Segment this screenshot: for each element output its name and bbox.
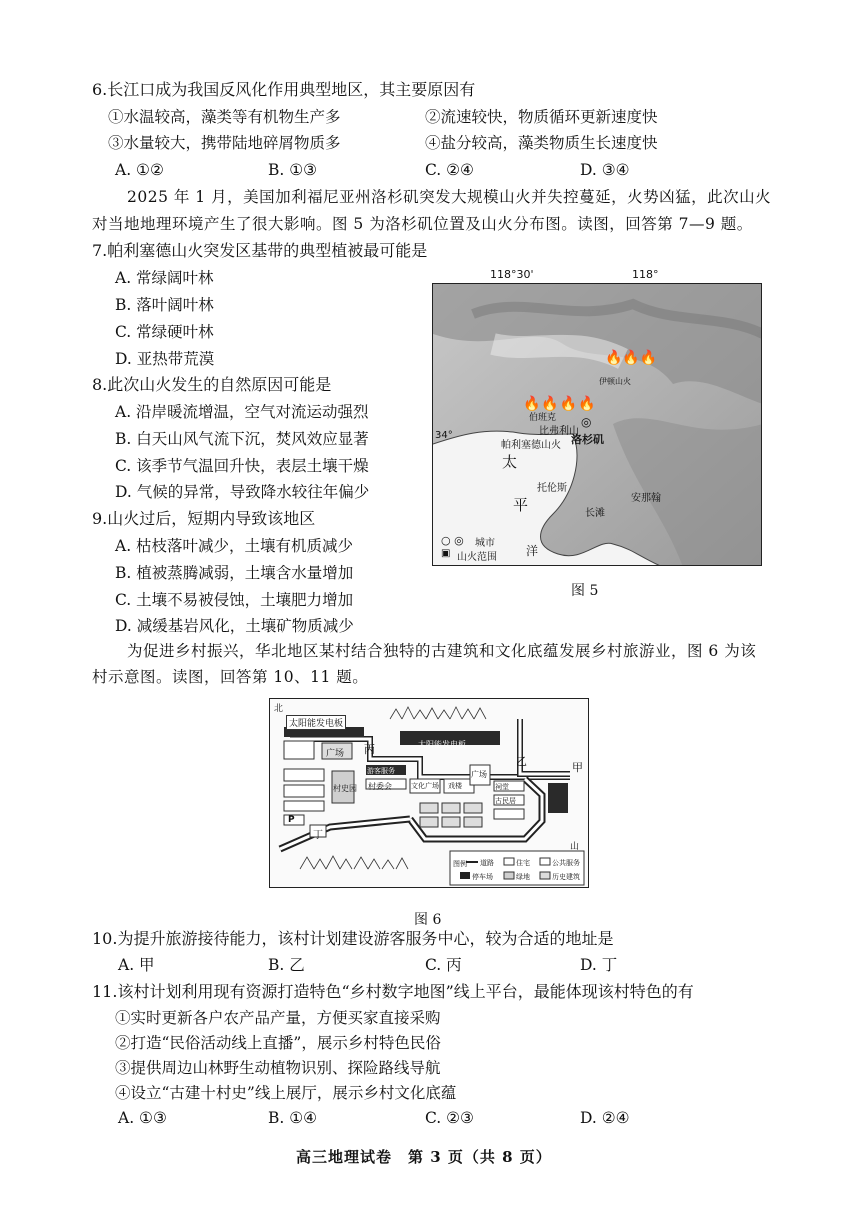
q9-option-d[interactable]: D. 减缓基岩风化，土壤矿物质减少 (115, 617, 354, 635)
legend-house: 住宅 (516, 859, 530, 867)
ocean-label-3: 洋 (526, 544, 539, 558)
legend-city-symbol: ○ ◎ (441, 534, 464, 547)
figure6-caption: 图 6 (414, 912, 442, 928)
legend-history: 历史建筑 (552, 873, 580, 881)
longitude-label-2: 118° (632, 268, 659, 281)
q11-option-a[interactable]: A. ①③ (118, 1109, 167, 1127)
village-committee: 村委会 (368, 782, 392, 791)
mountain-label: 山 (570, 842, 580, 852)
q9-option-b[interactable]: B. 植被蒸腾减弱，土壤含水量增加 (115, 564, 354, 582)
q6-statement-1: ①水温较高，藻类等有机物生产多 (108, 108, 341, 126)
site-yi: 乙 (516, 755, 527, 768)
q11-statement-1: ①实时更新各户农产品产量，方便买家直接采购 (115, 1009, 441, 1027)
q8-option-c[interactable]: C. 该季节气温回升快，表层土壤干燥 (115, 457, 369, 475)
q9-option-a[interactable]: A. 枯枝落叶减少，土壤有机质减少 (115, 537, 354, 555)
latitude-label: 34° (435, 430, 453, 441)
village-museum: 村史园 (333, 784, 357, 793)
q7-stem: 7.帕利塞德山火突发区基带的典型植被最可能是 (92, 241, 428, 260)
site-jia: 甲 (572, 761, 583, 774)
q7-option-a[interactable]: A. 常绿阔叶林 (115, 269, 214, 287)
q7-option-b[interactable]: B. 落叶阔叶林 (115, 296, 214, 314)
legend-title: 图例 (453, 860, 467, 868)
city-small: 伯班克 (529, 413, 557, 423)
solar-panel-label-1: 太阳能发电板 (286, 715, 346, 730)
page-footer: 高三地理试卷 第 3 页（共 8 页） (296, 1148, 552, 1166)
legend-city: 城市 (475, 538, 495, 549)
building-4: 古民居 (495, 797, 516, 805)
q7-option-d[interactable]: D. 亚热带荒漠 (115, 350, 215, 368)
legend-parking: 停车场 (472, 873, 493, 881)
figure5-caption: 图 5 (571, 583, 599, 599)
fire-label-eaton: 伊顿山火 (599, 377, 631, 386)
q8-stem: 8.此次山火发生的自然原因可能是 (92, 375, 332, 394)
q11-option-d[interactable]: D. ②④ (580, 1109, 630, 1127)
intro1-line1: 2025 年 1 月，美国加利福尼亚州洛杉矶突发大规模山火并失控蔓延，火势凶猛，此次山火 (127, 188, 772, 206)
city-anaheim: 安那翰 (631, 493, 661, 504)
q6-stem: 6.长江口成为我国反风化作用典型地区，其主要原因有 (92, 80, 476, 99)
legend-public: 公共服务 (552, 859, 580, 867)
legend-fire: 山火范围 (457, 552, 497, 563)
q10-stem: 10.为提升旅游接待能力，该村计划建设游客服务中心，较为合适的地址是 (92, 929, 614, 948)
site-bing: 丙 (364, 743, 375, 756)
ocean-label-1: 太 (502, 453, 518, 471)
fire-icons-palisades: 🔥🔥🔥🔥 (523, 396, 597, 412)
q8-option-d[interactable]: D. 气候的异常，导致降水较往年偏少 (115, 483, 370, 501)
q11-stem: 11.该村计划利用现有资源打造特色“乡村数字地图”线上平台，最能体现该村特色的有 (92, 982, 694, 1001)
q9-stem: 9.山火过后，短期内导致该地区 (92, 509, 316, 528)
q6-statement-4: ④盐分较高，藻类物质生长速度快 (425, 134, 658, 152)
building-1: 文化广场 (411, 782, 439, 790)
figure5-map (432, 283, 762, 566)
intro1-line2: 对当地地理环境产生了很大影响。图 5 为洛杉矶位置及山火分布图。读图，回答第 7—9 题。 (92, 215, 753, 233)
q6-statement-3: ③水量较大，携带陆地碎屑物质多 (108, 134, 341, 152)
plaza-label-2: 广场 (471, 770, 487, 779)
building-2: 戏楼 (448, 782, 462, 790)
q6-option-c[interactable]: C. ②④ (425, 161, 474, 179)
city-beverly-hills: 比弗利山 (539, 426, 579, 437)
visitor-service: 游客服务 (367, 767, 395, 775)
q10-option-a[interactable]: A. 甲 (118, 956, 155, 974)
plaza-label-1: 广场 (326, 749, 345, 759)
q11-statement-2: ②打造“民俗活动线上直播”，展示乡村特色民俗 (115, 1034, 441, 1052)
ocean-label-2: 平 (513, 496, 529, 514)
figure6-map (269, 698, 589, 888)
intro2-line1: 为促进乡村振兴，华北地区某村结合独特的古建筑和文化底蕴发展乡村旅游业，图 6 为该 (127, 642, 757, 660)
city-torrance: 托伦斯 (537, 483, 567, 494)
fire-label-palisades: 帕利塞德山火 (501, 440, 561, 451)
q11-option-c[interactable]: C. ②③ (425, 1109, 474, 1127)
city-los-angeles: 洛杉矶 (571, 433, 604, 446)
q10-option-d[interactable]: D. 丁 (580, 956, 618, 974)
legend-green: 绿地 (516, 873, 530, 881)
q11-statement-3: ③提供周边山林野生动植物识别、探险路线导航 (115, 1059, 441, 1077)
north-arrow: 北 (274, 704, 284, 714)
q10-option-b[interactable]: B. 乙 (268, 956, 305, 974)
q9-option-c[interactable]: C. 土壤不易被侵蚀，土壤肥力增加 (115, 591, 354, 609)
city-long-beach: 长滩 (585, 508, 605, 519)
legend-road: 道路 (480, 859, 494, 867)
q8-option-b[interactable]: B. 白天山风气流下沉，焚风效应显著 (115, 430, 369, 448)
solar-panel-label-2: 太阳能发电板 (418, 740, 466, 749)
site-ding: 丁 (313, 830, 323, 841)
longitude-label-1: 118°30' (490, 268, 534, 281)
city-marker-la: ◎ (581, 415, 592, 429)
legend-fire-symbol: ▣ (441, 548, 451, 559)
intro2-line2: 村示意图。读图，回答第 10、11 题。 (92, 668, 369, 686)
parking-label: P (288, 815, 295, 825)
terrain-relief (433, 284, 762, 566)
q6-option-b[interactable]: B. ①③ (268, 161, 318, 179)
q11-option-b[interactable]: B. ①④ (268, 1109, 318, 1127)
q6-option-d[interactable]: D. ③④ (580, 161, 630, 179)
q10-option-c[interactable]: C. 丙 (425, 956, 462, 974)
q8-option-a[interactable]: A. 沿岸暖流增温，空气对流运动强烈 (115, 403, 369, 421)
building-3: 祠堂 (495, 783, 509, 791)
q6-option-a[interactable]: A. ①② (115, 161, 164, 179)
q7-option-c[interactable]: C. 常绿硬叶林 (115, 323, 214, 341)
q6-statement-2: ②流速较快，物质循环更新速度快 (425, 108, 658, 126)
fire-icons-eaton: 🔥🔥🔥 (605, 350, 658, 366)
q11-statement-4: ④设立“古建十村史”线上展厅，展示乡村文化底蕴 (115, 1084, 457, 1102)
